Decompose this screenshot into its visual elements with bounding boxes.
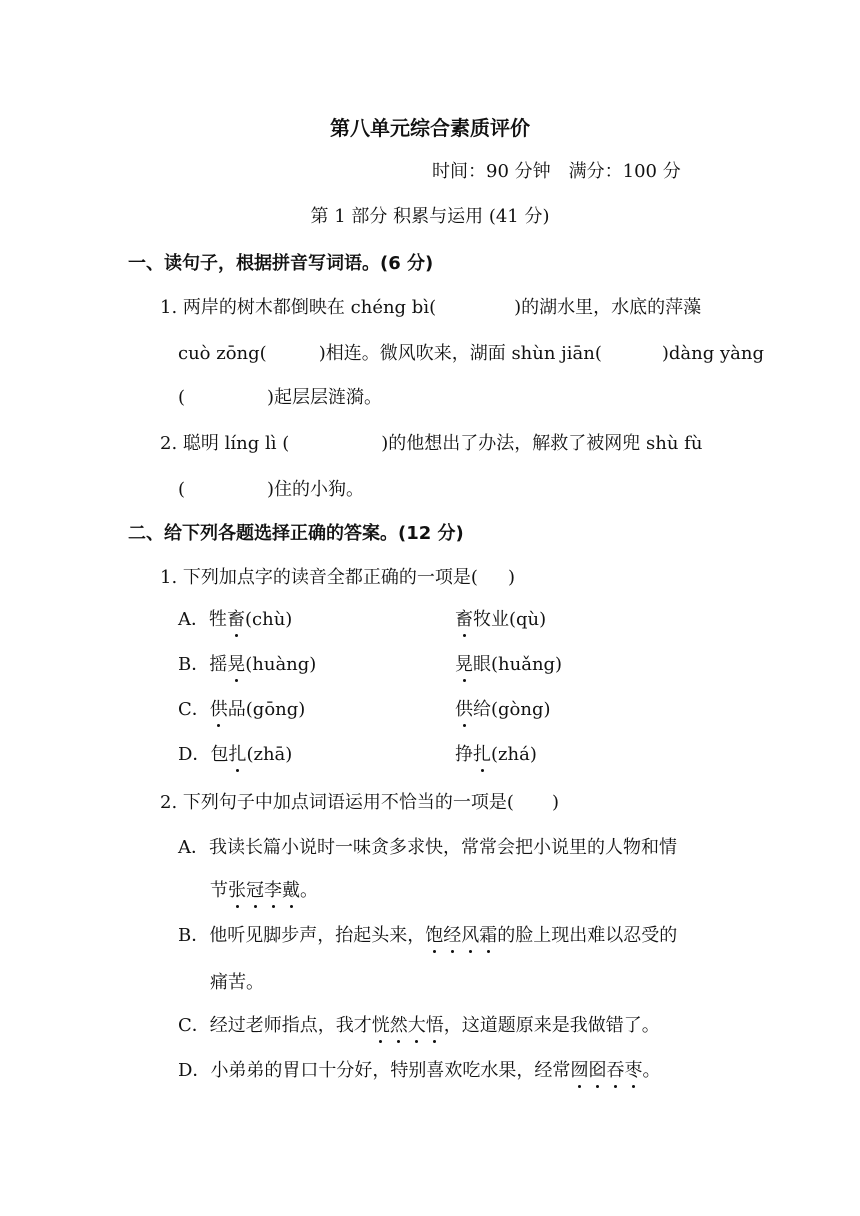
option-letter: B．: [178, 925, 210, 946]
dotted-char: 囫: [570, 1060, 589, 1081]
text: )的他想出了办法，解救了被网兜 shù fù: [381, 433, 703, 454]
dotted-char: 畜: [227, 609, 245, 630]
s2-q1-stem: [160, 566, 515, 590]
text: (zhá): [491, 744, 537, 765]
s2-q2-option-b-line2: 痛苦。: [210, 972, 264, 993]
text: 包: [210, 744, 229, 765]
part-title: 第 1 部分 积累与运用 (41 分): [310, 206, 550, 227]
dotted-char: 张: [228, 880, 246, 901]
text: 摇: [209, 654, 228, 675]
s2-q1-option-b[interactable]: [178, 653, 316, 677]
text: ): [507, 567, 515, 588]
text: 两岸的树木都倒映在 chéng bì(: [182, 297, 437, 318]
option-letter: C．: [178, 1015, 210, 1036]
dotted-char: 供: [209, 699, 228, 720]
text: 下列加点字的读音全都正确的一项是(: [182, 567, 478, 588]
text: (zhā): [246, 744, 293, 765]
text: 。: [642, 1060, 661, 1081]
text: (: [178, 387, 186, 408]
dotted-char: 供: [455, 699, 473, 720]
dotted-char: 霜: [479, 925, 498, 946]
time-info: 时间：90 分钟 满分：100 分: [432, 161, 681, 182]
text: 给(gòng): [473, 699, 551, 720]
text: )住的小狗。: [267, 479, 365, 500]
s2-q1-option-a-right: [455, 608, 546, 632]
section2-heading: 二、给下列各题选择正确的答案。(12 分): [128, 523, 464, 544]
s2-q2-stem: [160, 791, 559, 815]
s2-q1-option-a[interactable]: [178, 608, 292, 632]
dotted-char: 晃: [455, 654, 473, 675]
s1-q1-line3: [178, 386, 382, 410]
text: 挣: [455, 744, 473, 765]
dotted-char: 饱: [425, 925, 444, 946]
option-letter: B．: [178, 654, 210, 675]
dotted-char: 戴: [282, 880, 300, 901]
s1-q1-line2: [178, 342, 764, 366]
s2-q2-option-a-line2: [210, 879, 318, 903]
text: cuò zōng(: [178, 343, 267, 364]
dotted-char: 然: [389, 1015, 408, 1036]
question-number: 1.: [160, 567, 178, 588]
text: )的湖水里，水底的萍藻: [514, 297, 702, 318]
text: 下列句子中加点词语运用不恰当的一项是(: [182, 792, 514, 813]
text: 牲: [209, 609, 227, 630]
dotted-char: 冠: [246, 880, 264, 901]
option-letter: D．: [178, 744, 211, 765]
s1-q2-line1: [160, 432, 702, 456]
option-letter: A．: [178, 837, 209, 858]
text: (chù): [245, 609, 293, 630]
question-number: 1.: [160, 297, 178, 318]
s2-q2-option-c[interactable]: [178, 1014, 660, 1038]
dotted-char: 悟: [425, 1015, 444, 1036]
dotted-char: 晃: [227, 654, 246, 675]
dotted-char: 扎: [228, 744, 247, 765]
section1-heading: 一、读句子，根据拼音写词语。(6 分): [128, 253, 434, 274]
dotted-char: 风: [461, 925, 480, 946]
text: (: [178, 479, 186, 500]
text: )相连。微风吹来，湖面 shùn jiān(: [318, 343, 602, 364]
s2-q1-option-d[interactable]: [178, 743, 292, 767]
text: (huàng): [245, 654, 317, 675]
s2-q1-option-c-right: [455, 698, 551, 722]
option-letter: D．: [178, 1060, 211, 1081]
s1-q2-line2: [178, 478, 364, 502]
option-letter: A．: [178, 609, 209, 630]
s2-q1-option-c[interactable]: [178, 698, 305, 722]
s2-q2-option-d[interactable]: [178, 1059, 660, 1083]
option-letter: C．: [178, 699, 210, 720]
dotted-char: 囵: [588, 1060, 607, 1081]
dotted-char: 畜: [455, 609, 473, 630]
dotted-char: 经: [443, 925, 462, 946]
dotted-char: 大: [407, 1015, 426, 1036]
question-number: 2.: [160, 433, 178, 454]
question-number: 2.: [160, 792, 178, 813]
text: )起层层涟漪。: [267, 387, 383, 408]
page-title: 第八单元综合素质评价: [330, 116, 530, 140]
text: 牧业(qù): [473, 609, 547, 630]
s1-q1-line1: [160, 296, 701, 320]
s2-q2-option-b[interactable]: [178, 924, 677, 948]
s2-q1-option-d-right: [455, 743, 537, 767]
text: )dàng yàng: [661, 343, 765, 364]
text: 我读长篇小说时一味贪多求快，常常会把小说里的人物和情: [209, 837, 677, 858]
s2-q1-option-b-right: [455, 653, 562, 677]
text: ): [551, 792, 559, 813]
dotted-char: 枣: [624, 1060, 643, 1081]
text: 聪明 líng lì (: [182, 433, 290, 454]
dotted-char: 吞: [606, 1060, 625, 1081]
text: 眼(huǎng): [473, 654, 563, 675]
dotted-char: 扎: [473, 744, 491, 765]
dotted-char: 李: [264, 880, 282, 901]
text: 品(gōng): [227, 699, 306, 720]
text: 小弟弟的胃口十分好，特别喜欢吃水果，经常: [210, 1060, 571, 1081]
text: 他听见脚步声，抬起头来，: [209, 925, 426, 946]
dotted-char: 恍: [371, 1015, 390, 1036]
text: 的脸上现出难以忍受的: [497, 925, 678, 946]
text: 经过老师指点，我才: [209, 1015, 372, 1036]
text: ，这道题原来是我做错了。: [443, 1015, 660, 1036]
text: 节: [210, 880, 228, 901]
s2-q2-option-a[interactable]: [178, 836, 677, 860]
text: 。: [300, 880, 318, 901]
